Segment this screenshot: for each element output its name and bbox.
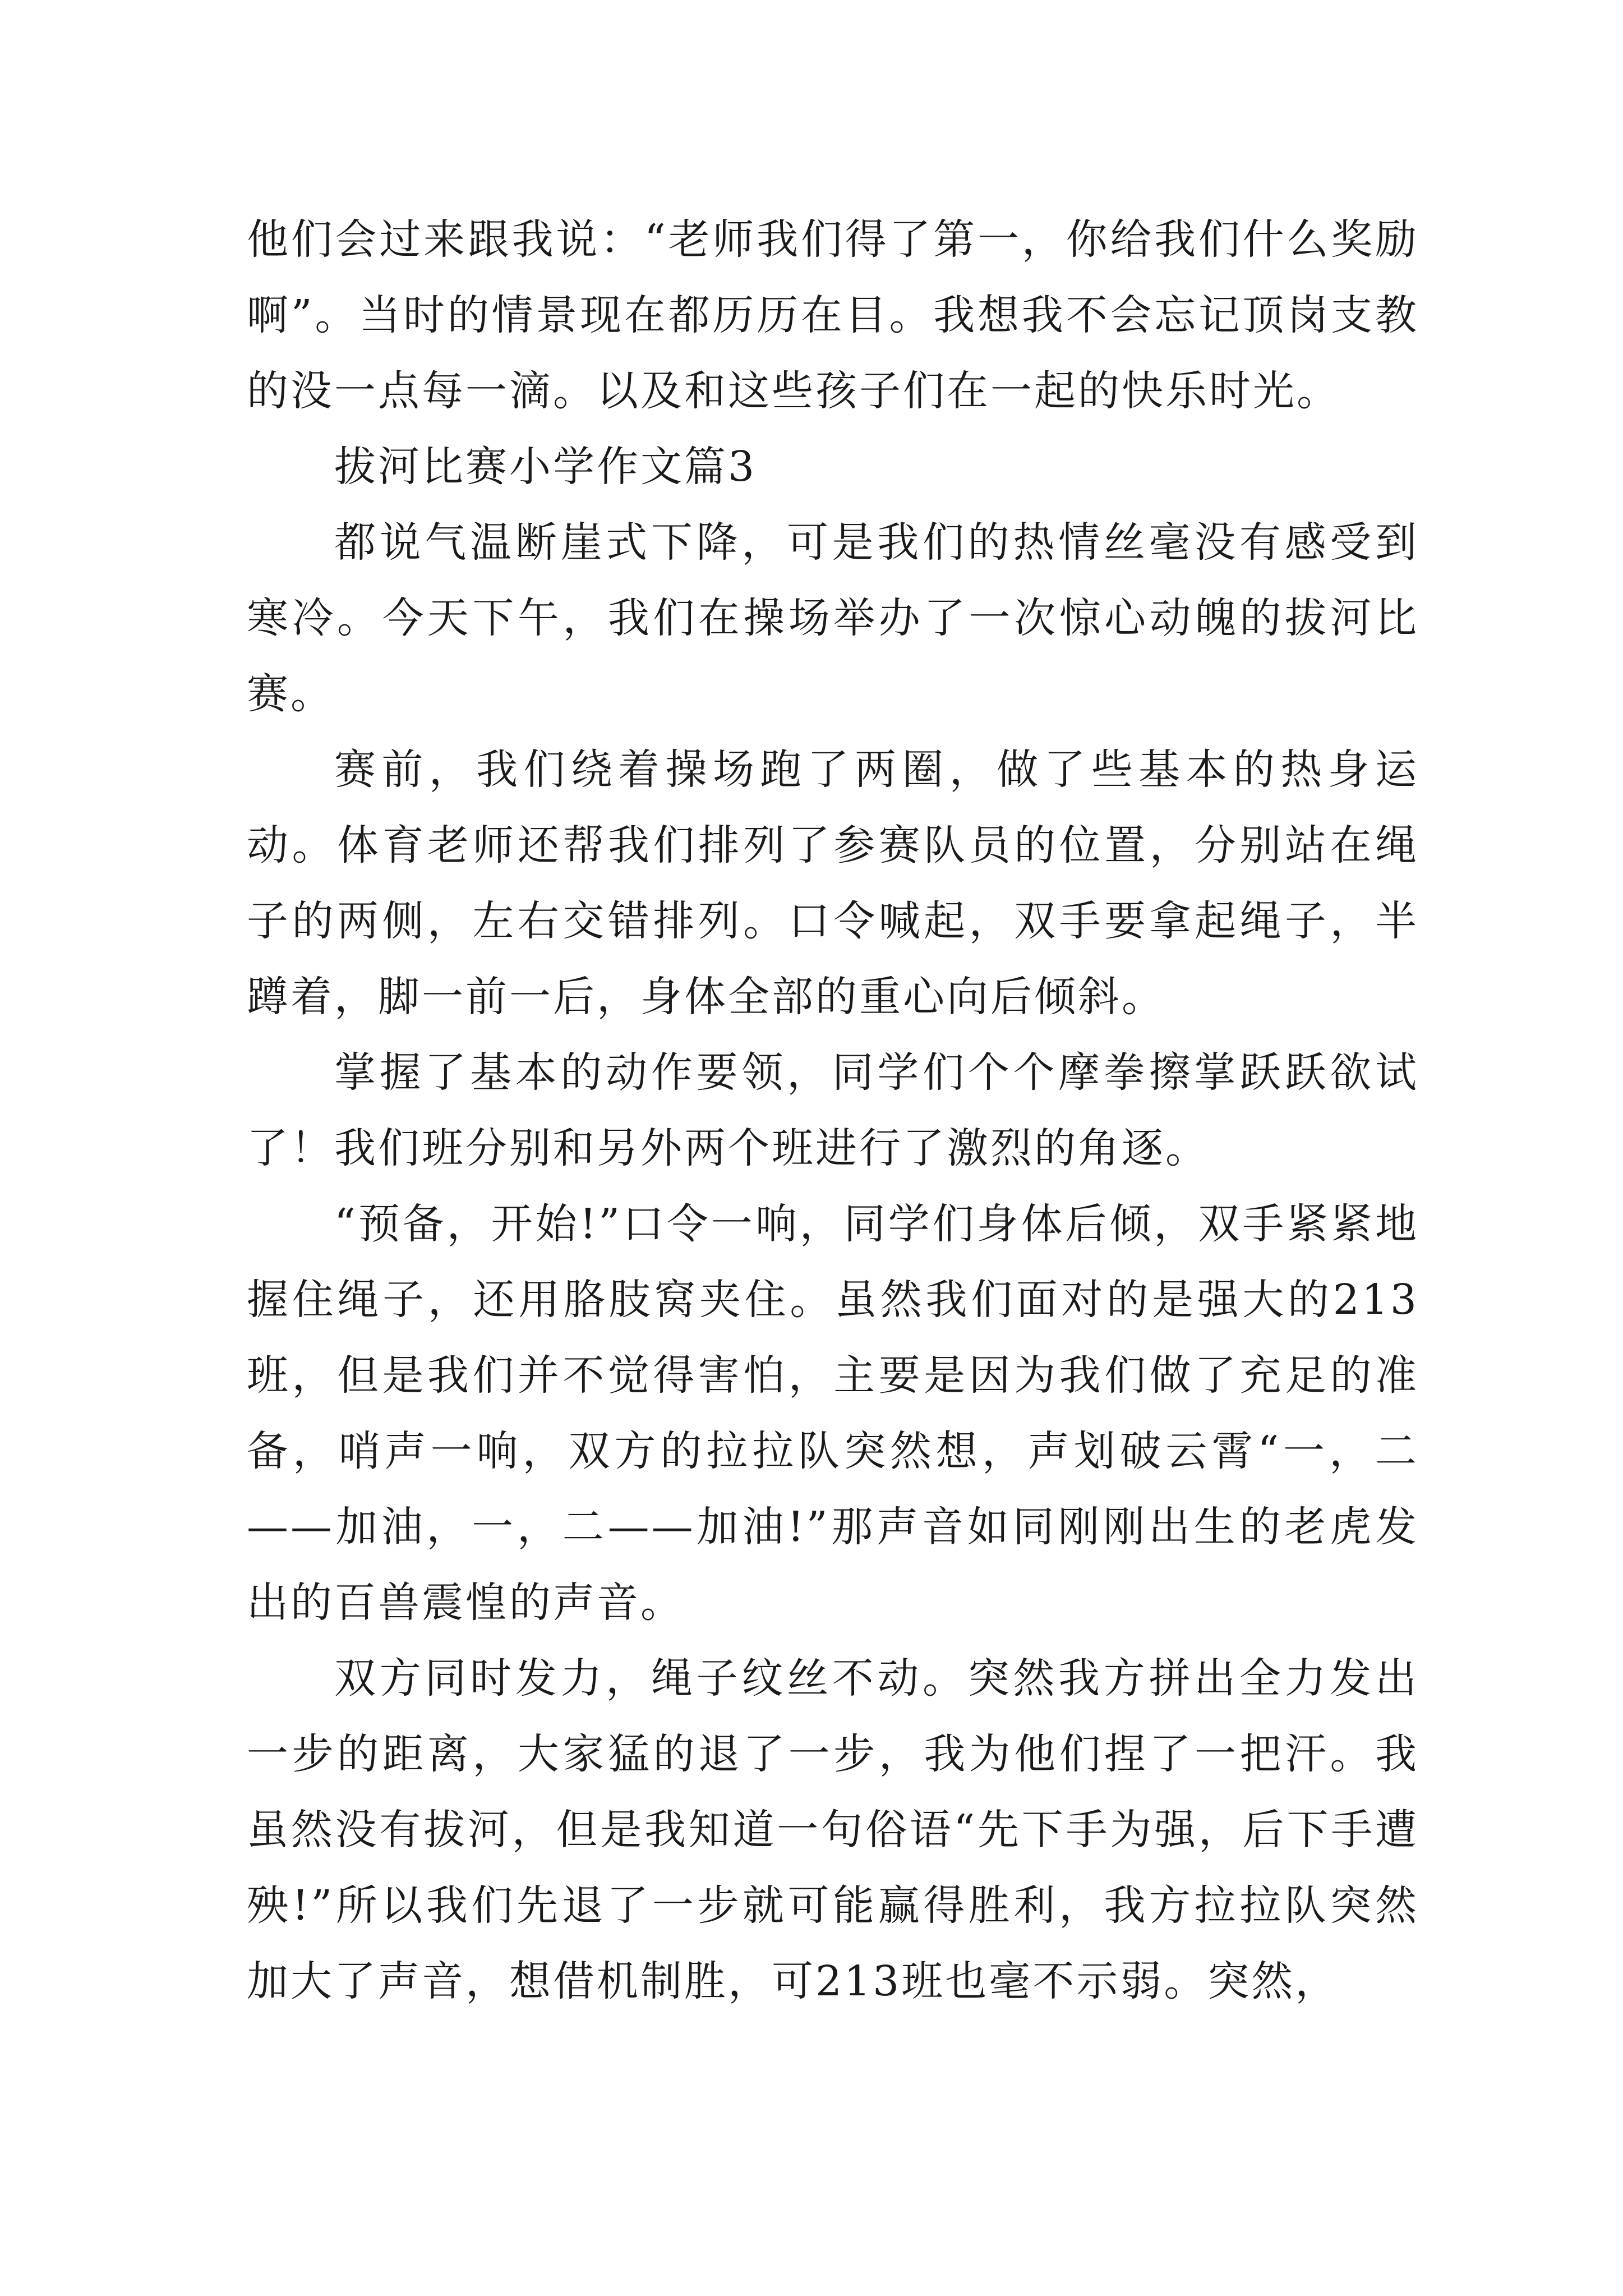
paragraph-struggle: 双方同时发力，绳子纹丝不动。突然我方拼出全力发出一步的距离，大家猛的退了一步，我为他们捏了一把汗。我虽然没有拔河，但是我知道一句俗语“先下手为强，后下手遭殃!”所以我们先退了一步就可能赢得胜利，我方拉拉队突然加大了声音，想借机制胜，可213班也毫不示弱。突然， [247,1654,1419,2005]
paragraph-ready: 掌握了基本的动作要领，同学们个个摩拳擦掌跃跃欲试了！我们班分别和另外两个班进行了激烈的角逐。 [247,1048,1419,1172]
section-title: 拔河比赛小学作文篇3 [334,443,757,491]
document-body [247,202,1419,2019]
paragraph-warmup: 赛前，我们绕着操场跑了两圈，做了些基本的热身运动。体育老师还帮我们排列了参赛队员的位置，分别站在绳子的两侧，左右交错排列。口令喊起，双手要拿起绳子，半蹲着，脚一前一后，身体全部的重心向后倾斜。 [247,746,1419,1021]
paragraph-start: “预备，开始!”口令一响，同学们身体后倾，双手紧紧地握住绳子，还用胳肢窝夹住。虽然我们面对的是强大的213班，但是我们并不觉得害怕，主要是因为我们做了充足的准备，哨声一响，双方的拉拉队突然想，声划破云霄“一，二——加油，一，二——加油!”那声音如同刚刚出生的老虎发出的百兽震惶的声音。 [247,1200,1419,1627]
paragraph-continuation: 他们会过来跟我说：“老师我们得了第一，你给我们什么奖励啊”。当时的情景现在都历历在目。我想我不会忘记顶岗支教的没一点每一滴。以及和这些孩子们在一起的快乐时光。 [247,215,1419,415]
paragraph-intro: 都说气温断崖式下降，可是我们的热情丝毫没有感受到寒冷。今天下午，我们在操场举办了一次惊心动魄的拔河比赛。 [247,518,1419,718]
